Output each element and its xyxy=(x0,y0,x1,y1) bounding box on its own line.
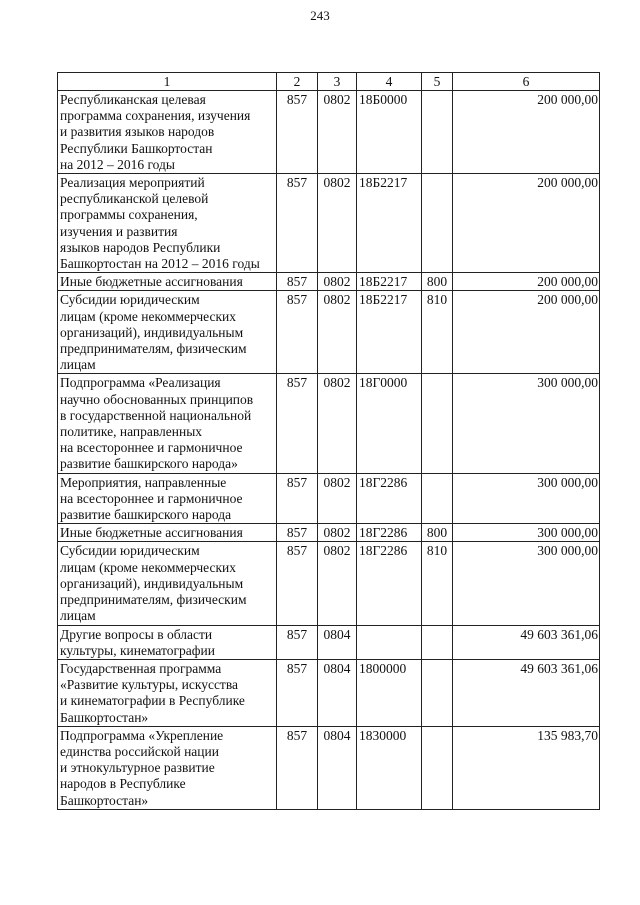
amount-cell: 200 000,00 xyxy=(453,174,600,273)
target-item-cell: 18Г2286 xyxy=(357,524,422,542)
column-header-4: 4 xyxy=(357,73,422,91)
page-number: 243 xyxy=(310,8,330,23)
column-header-1: 1 xyxy=(58,73,277,91)
table-row xyxy=(58,625,600,659)
section-code-cell: 0802 xyxy=(318,524,357,542)
expense-type-cell xyxy=(422,374,453,473)
target-item-cell: 18Г2286 xyxy=(357,473,422,524)
row-name-cell: Республиканская целевая программа сохранения, изучения и развития языков народов Республики Башкортостан на 2012 – 2016 годы xyxy=(58,91,277,174)
target-item-cell: 18Г2286 xyxy=(357,542,422,625)
row-name-cell: Подпрограмма «Реализация научно обоснованных принципов в государственной национальной политике, направленных на всестороннее и гармоничное развитие башкирского народа» xyxy=(58,374,277,473)
department-code-cell: 857 xyxy=(277,273,318,291)
expense-type-cell xyxy=(422,659,453,726)
column-header-2: 2 xyxy=(277,73,318,91)
department-code-cell: 857 xyxy=(277,625,318,659)
table-row xyxy=(58,524,600,542)
department-code-cell: 857 xyxy=(277,374,318,473)
department-code-cell: 857 xyxy=(277,524,318,542)
table-row xyxy=(58,174,600,273)
table-header-row xyxy=(58,73,600,91)
amount-cell: 200 000,00 xyxy=(453,91,600,174)
amount-cell: 49 603 361,06 xyxy=(453,625,600,659)
target-item-cell: 18Б2217 xyxy=(357,273,422,291)
row-name-cell: Субсидии юридическим лицам (кроме некоммерческих организаций), индивидуальным предпринимателям, физическим лицам xyxy=(58,291,277,374)
row-name-cell: Субсидии юридическим лицам (кроме некоммерческих организаций), индивидуальным предпринимателям, физическим лицам xyxy=(58,542,277,625)
section-code-cell: 0802 xyxy=(318,174,357,273)
row-name-cell: Государственная программа «Развитие культуры, искусства и кинематографии в Республике Башкортостан» xyxy=(58,659,277,726)
budget-table xyxy=(57,72,600,810)
expense-type-cell: 810 xyxy=(422,291,453,374)
row-name-cell: Иные бюджетные ассигнования xyxy=(58,524,277,542)
section-code-cell: 0802 xyxy=(318,291,357,374)
target-item-cell: 1800000 xyxy=(357,659,422,726)
row-name-cell: Подпрограмма «Укрепление единства российской нации и этнокультурное развитие народов в Республике Башкортостан» xyxy=(58,726,277,809)
row-name-cell: Реализация мероприятий республиканской целевой программы сохранения, изучения и развития языков народов Республики Башкортостан на 2012 – 2016 годы xyxy=(58,174,277,273)
department-code-cell: 857 xyxy=(277,91,318,174)
column-header-6: 6 xyxy=(453,73,600,91)
section-code-cell: 0802 xyxy=(318,273,357,291)
expense-type-cell xyxy=(422,625,453,659)
section-code-cell: 0804 xyxy=(318,726,357,809)
department-code-cell: 857 xyxy=(277,542,318,625)
target-item-cell: 1830000 xyxy=(357,726,422,809)
table-row xyxy=(58,374,600,473)
target-item-cell: 18Б2217 xyxy=(357,174,422,273)
department-code-cell: 857 xyxy=(277,174,318,273)
department-code-cell: 857 xyxy=(277,726,318,809)
expense-type-cell: 800 xyxy=(422,524,453,542)
table-row xyxy=(58,659,600,726)
target-item-cell: 18Б0000 xyxy=(357,91,422,174)
target-item-cell xyxy=(357,625,422,659)
amount-cell: 200 000,00 xyxy=(453,291,600,374)
section-code-cell: 0802 xyxy=(318,91,357,174)
table-row xyxy=(58,542,600,625)
section-code-cell: 0804 xyxy=(318,625,357,659)
table-row xyxy=(58,291,600,374)
amount-cell: 200 000,00 xyxy=(453,273,600,291)
section-code-cell: 0802 xyxy=(318,374,357,473)
amount-cell: 49 603 361,06 xyxy=(453,659,600,726)
expense-type-cell: 810 xyxy=(422,542,453,625)
row-name-cell: Мероприятия, направленные на всестороннее и гармоничное развитие башкирского народа xyxy=(58,473,277,524)
department-code-cell: 857 xyxy=(277,291,318,374)
column-header-3: 3 xyxy=(318,73,357,91)
amount-cell: 300 000,00 xyxy=(453,524,600,542)
section-code-cell: 0802 xyxy=(318,473,357,524)
section-code-cell: 0804 xyxy=(318,659,357,726)
section-code-cell: 0802 xyxy=(318,542,357,625)
table-body xyxy=(58,91,600,810)
table-row xyxy=(58,91,600,174)
target-item-cell: 18Б2217 xyxy=(357,291,422,374)
target-item-cell: 18Г0000 xyxy=(357,374,422,473)
expense-type-cell xyxy=(422,174,453,273)
table-row xyxy=(58,273,600,291)
expense-type-cell xyxy=(422,91,453,174)
row-name-cell: Другие вопросы в области культуры, кинематографии xyxy=(58,625,277,659)
amount-cell: 300 000,00 xyxy=(453,374,600,473)
table-row xyxy=(58,473,600,524)
expense-type-cell xyxy=(422,473,453,524)
amount-cell: 300 000,00 xyxy=(453,542,600,625)
amount-cell: 135 983,70 xyxy=(453,726,600,809)
expense-type-cell: 800 xyxy=(422,273,453,291)
table-row xyxy=(58,726,600,809)
column-header-5: 5 xyxy=(422,73,453,91)
expense-type-cell xyxy=(422,726,453,809)
row-name-cell: Иные бюджетные ассигнования xyxy=(58,273,277,291)
department-code-cell: 857 xyxy=(277,659,318,726)
department-code-cell: 857 xyxy=(277,473,318,524)
amount-cell: 300 000,00 xyxy=(453,473,600,524)
